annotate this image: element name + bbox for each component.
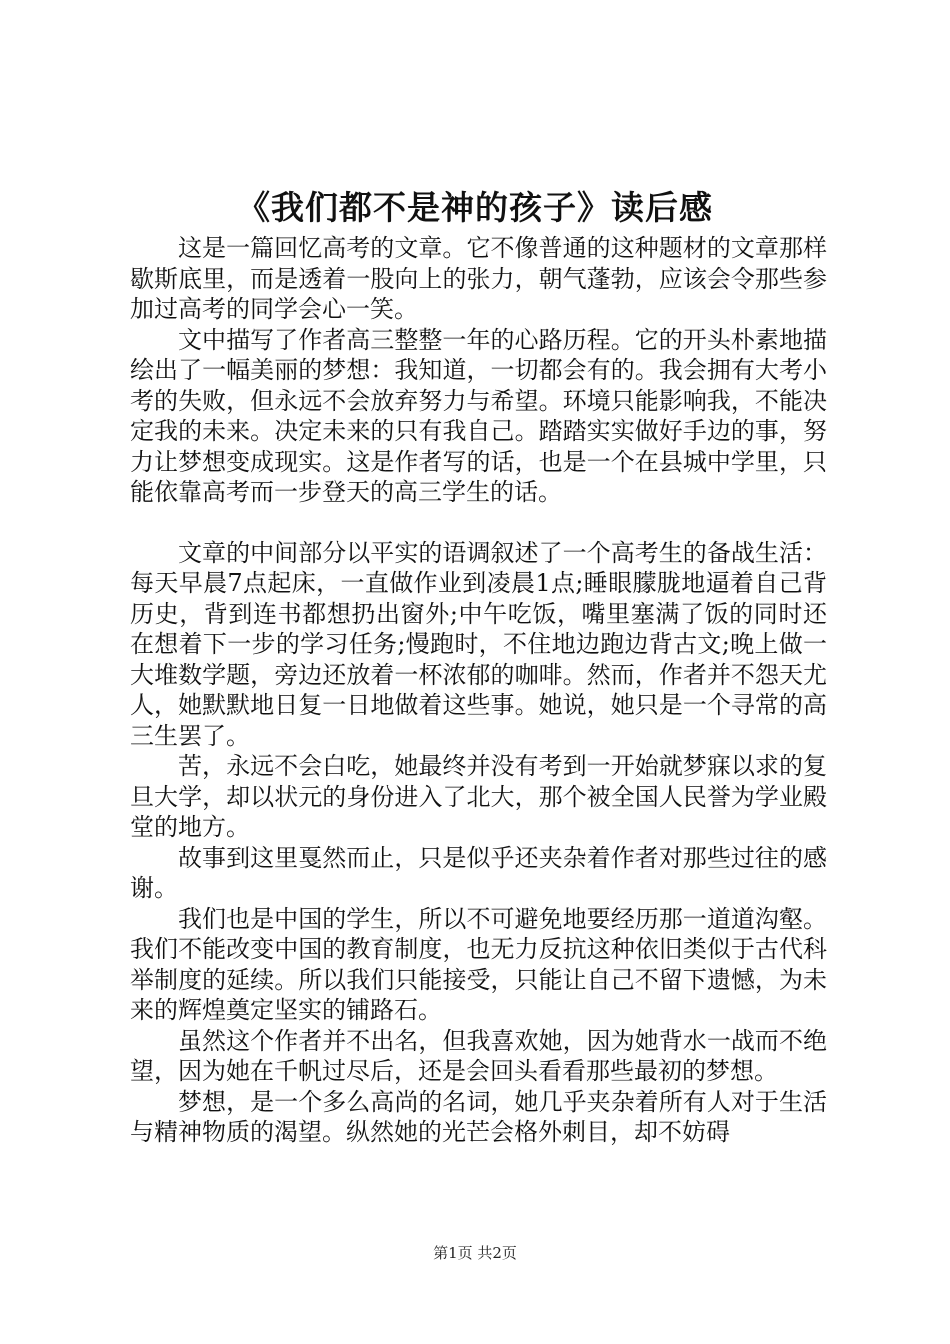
paragraph-8: 梦想，是一个多么高尚的名词，她几乎夹杂着所有人对于生活与精神物质的渴望。纵然她的光芒会格外刺目，却不妨碍 [130,1087,827,1146]
page-title: 《我们都不是神的孩子》读后感 [237,188,713,227]
paragraph-4: 苦，永远不会白吃，她最终并没有考到一开始就梦寐以求的复旦大学，却以状元的身份进入了北大，那个被全国人民誉为学业殿堂的地方。 [130,752,827,841]
paragraph-5: 故事到这里戛然而止，只是似乎还夹杂着作者对那些过往的感谢。 [130,843,827,902]
paragraph-2: 文中描写了作者高三整整一年的心路历程。它的开头朴素地描绘出了一幅美丽的梦想：我知道，一切都会有的。我会拥有大考小考的失败，但永远不会放弃努力与希望。环境只能影响我，不能决定我的未来。决定未来的只有我自己。踏踏实实做好手边的事，努力让梦想变成现实。这是作者写的话，也是一个在县城中学里，只能依靠高考而一步登天的高三学生的话。 [130,325,827,506]
paragraph-3: 文章的中间部分以平实的语调叙述了一个高考生的备战生活：每天早晨7点起床，一直做作业到凌晨1点;睡眼朦胧地逼着自己背历史，背到连书都想扔出窗外;中午吃饭，嘴里塞满了饭的同时还在想着下一步的学习任务;慢跑时，不住地边跑边背古文;晚上做一大堆数学题，旁边还放着一杯浓郁的咖啡。然而，作者并不怨天尤人，她默默地日复一日地做着这些事。她说，她只是一个寻常的高三生罢了。 [130,538,827,750]
paragraph-6: 我们也是中国的学生，所以不可避免地要经历那一道道沟壑。我们不能改变中国的教育制度，也无力反抗这种依旧类似于古代科举制度的延续。所以我们只能接受，只能让自己不留下遗憾，为未来的辉煌奠定坚实的铺路石。 [130,904,827,1024]
page-footer: 第1页 共2页 [433,1244,517,1262]
paragraph-7: 虽然这个作者并不出名，但我喜欢她，因为她背水一战而不绝望，因为她在千帆过尽后，还是会回头看看那些最初的梦想。 [130,1026,827,1085]
document-body [130,233,827,1148]
paragraph-1: 这是一篇回忆高考的文章。它不像普通的这种题材的文章那样歇斯底里，而是透着一股向上的张力，朝气蓬勃，应该会令那些参加过高考的同学会心一笑。 [130,234,827,323]
